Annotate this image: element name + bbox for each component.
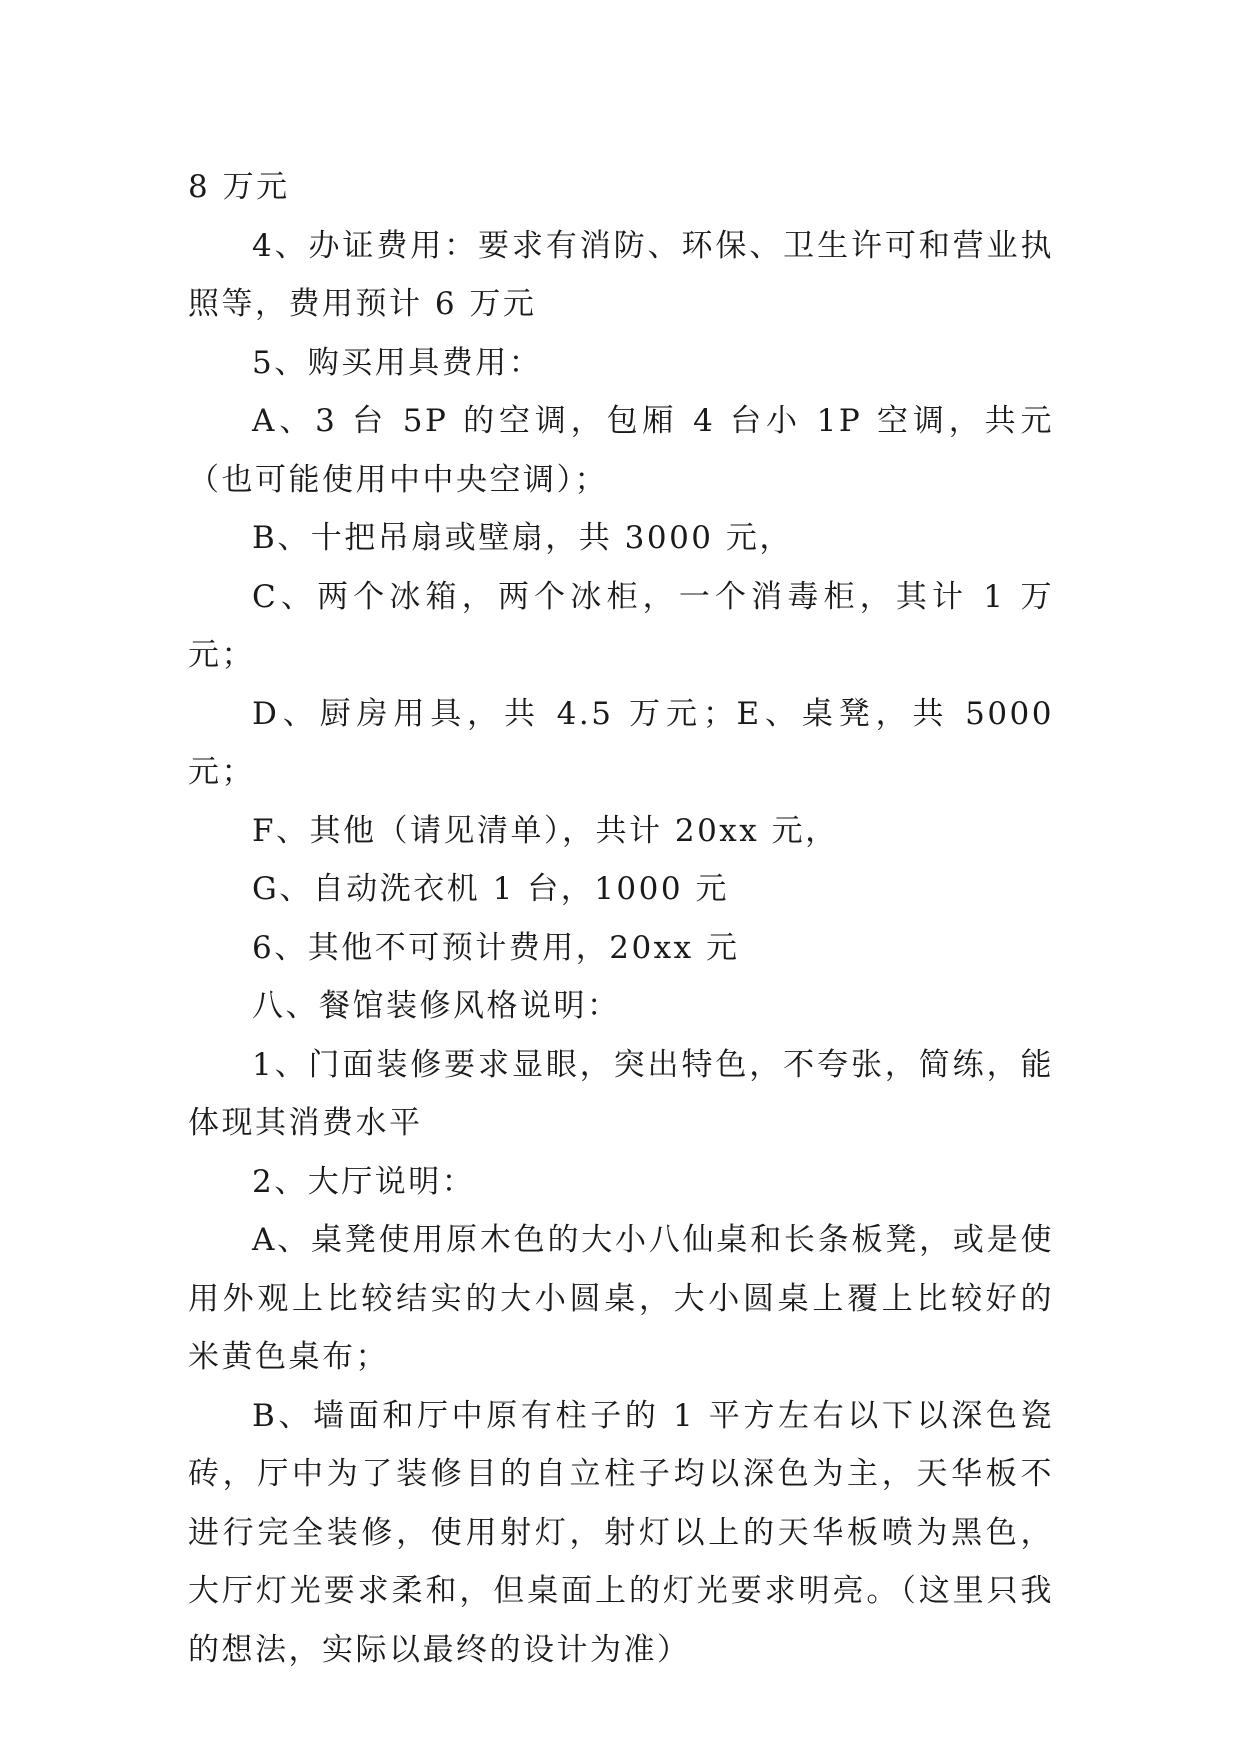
paragraph-unforeseen-costs: 6、其他不可预计费用，20xx 元 [252, 929, 740, 966]
paragraph-fans: B、十把吊扇或壁扇，共 3000 元， [252, 520, 793, 556]
paragraph-hall-tables: A、桌凳使用原木色的大小八仙桌和长条板凳，或是使用外观上比较结实的大小圆桌，大小圆桌上覆上比较好的米黄色桌布； [188, 1222, 1054, 1375]
paragraph-washing-machine: G、自动洗衣机 1 台，1000 元 [252, 871, 729, 907]
paragraph-license-fees: 4、办证费用：要求有消防、环保、卫生许可和营业执照等，费用预计 6 万元 [188, 227, 1054, 322]
paragraph-hall-heading: 2、大厅说明： [252, 1163, 476, 1200]
paragraph-storefront: 1、门面装修要求显眼，突出特色，不夸张，简练，能体现其消费水平 [188, 1046, 1054, 1141]
paragraph-refrigerators: C、两个冰箱，两个冰柜，一个消毒柜，其计 1 万元； [188, 578, 1054, 673]
paragraph-equipment-heading: 5、购买用具费用： [252, 344, 543, 381]
section-heading-decoration-style: 八、餐馆装修风格说明： [252, 988, 621, 1024]
paragraph-other-items: F、其他（请见清单），共计 20xx 元， [252, 812, 839, 849]
paragraph-continuation: 8 万元 [188, 169, 290, 205]
paragraph-hall-walls-lighting: B、墙面和厅中原有柱子的 1 平方左右以下以深色瓷砖，厅中为了装修目的自立柱子均以深色为主，天华板不进行完全装修，使用射灯，射灯以上的天华板喷为黑色，大厅灯光要求柔和，但桌面上的灯光要求明亮。（这里只我的想法，实际以最终的设计为准） [188, 1397, 1054, 1668]
document-body [188, 158, 1054, 1679]
paragraph-air-conditioners: A、3 台 5P 的空调，包厢 4 台小 1P 空调，共元（也可能使用中中央空调）； [188, 403, 1054, 498]
paragraph-kitchen-tables: D、厨房用具，共 4.5 万元；E、桌凳，共 5000 元； [188, 695, 1054, 790]
